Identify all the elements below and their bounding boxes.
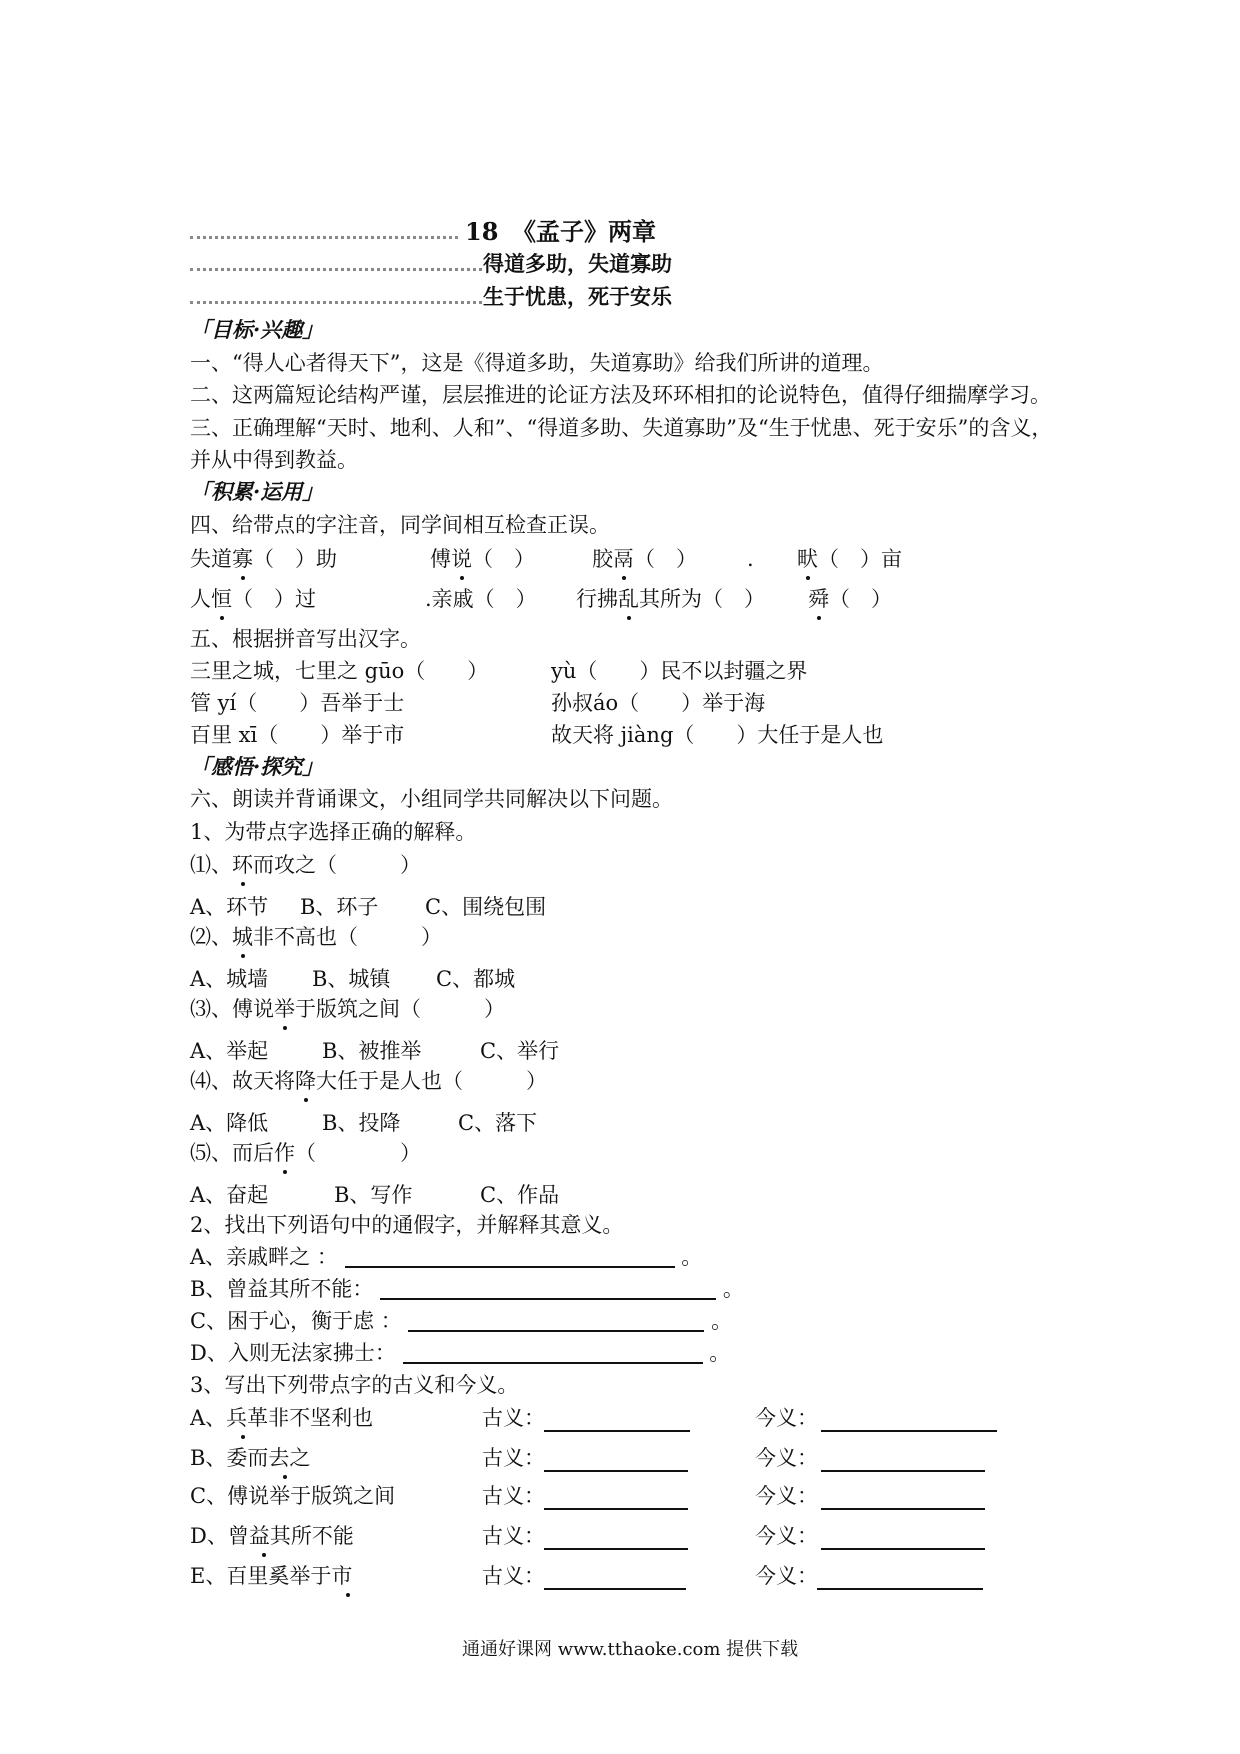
tongjia-row [190,1275,744,1303]
emphasis-dot [232,545,253,573]
choice-option-a: A、降低 [190,1111,269,1135]
jin-label: 今义： [755,1524,818,1548]
tongjia-prompt: B、曾益其所不能： [190,1277,374,1301]
choice-question: ⑴、环而攻之（ ） [190,853,421,877]
emphasis-dot [337,1562,358,1590]
gujin-phrase: B、委而去之 [190,1446,311,1470]
gu-answer-blank[interactable] [544,1566,686,1590]
answer-blank[interactable] [408,1308,704,1332]
jin-answer-blank[interactable] [821,1486,985,1510]
choice-option-c: C、作品 [480,1183,560,1207]
gu-label: 古义： [482,1484,545,1508]
jin-answer-blank[interactable] [821,1526,985,1550]
subtitle-dot-leader [190,262,482,271]
emphasis-dot [274,1139,295,1167]
page-title: 《孟子》两章 [512,217,656,246]
jin-label: 今义： [755,1564,818,1588]
choice-option-b: B、写作 [334,1183,413,1207]
emphasis-dot [613,545,634,573]
choice-option-c: C、举行 [480,1039,560,1063]
emphasis-dot [797,545,818,573]
pinyin-item: 行拂乱其所为（ ） [576,587,765,611]
choice-option-b: B、投降 [322,1111,401,1135]
choice-option-b: B、城镇 [312,967,391,991]
subtitle-1: 得道多助，失道寡助 [483,251,672,276]
hanzi-item: 孙叔áo（ ）举于海 [551,691,766,715]
question-5-title: 五、根据拼音写出汉字。 [190,627,421,651]
gu-answer-blank[interactable] [544,1448,688,1472]
tongjia-row [190,1243,702,1271]
emphasis-dot [808,585,829,613]
tongjia-prompt: C、困于心，衡于虑 ： [190,1309,402,1333]
period: 。 [681,1245,703,1269]
question-4-title: 四、给带点的字注音，同学间相互检查正误。 [190,513,610,537]
gu-label: 古义： [482,1524,545,1548]
choice-question: ⑶、傅说举于版筑之间（ ） [190,997,505,1021]
answer-blank[interactable] [345,1244,675,1268]
goal-3: 三、正确理解“天时、地利、人和”、“得道多助、失道寡助”及“生于忧患、死于安乐”的含义， [190,416,1053,440]
goal-2: 二、这两篇短论结构严谨，层层推进的论证方法及环环相扣的论说特色，值得仔细揣摩学习。 [190,383,1051,407]
pinyin-item: 傅说（ ） [430,547,535,571]
choice-option-b: B、被推举 [322,1039,422,1063]
subquestion-2-title: 2、找出下列语句中的通假字，并解释其意义。 [190,1213,624,1237]
choice-option-a: A、环节 [190,895,269,919]
tongjia-row [190,1339,730,1367]
emphasis-dot [232,851,253,879]
choice-option-b: B、环子 [300,895,379,919]
subquestion-3-title: 3、写出下列带点字的古义和今义。 [190,1373,519,1397]
section-heading-accumulate: 「积累·运用」 [190,479,324,504]
hanzi-item: 三里之城，七里之 gūo（ ） [190,659,489,683]
choice-option-a: A、城墙 [190,967,269,991]
tongjia-prompt: A、亲戚畔之 ： [190,1245,338,1269]
emphasis-dot [451,545,472,573]
emphasis-dot [211,585,232,613]
emphasis-dot [618,585,639,613]
pinyin-item: 失道寡（ ）助 [190,547,337,571]
footer-text: 通通好课网 www.tthaoke.com 提供下载 [462,1639,799,1660]
pinyin-item: 胶鬲（ ） [592,547,697,571]
gujin-phrase: E、百里奚举于市 [190,1564,353,1588]
subtitle-2: 生于忧患，死于安乐 [483,284,672,309]
subquestion-1-title: 1、为带点字选择正确的解释。 [190,820,477,844]
gujin-phrase: D、曾益其所不能 [190,1524,354,1548]
period: 。 [722,1277,744,1301]
stray-mark: . [747,547,754,571]
tongjia-prompt: D、入则无法家拂士： [190,1341,396,1365]
gujin-phrase: C、傅说举于版筑之间 [190,1484,396,1508]
emphasis-dot [232,1404,253,1432]
jin-label: 今义： [755,1446,818,1470]
question-6-title: 六、朗读并背诵课文，小组同学共同解决以下问题。 [190,787,673,811]
gu-answer-blank[interactable] [544,1486,688,1510]
emphasis-dot [274,995,295,1023]
section-heading-goals: 「目标·兴趣」 [190,317,324,342]
choice-option-c: C、落下 [458,1111,538,1135]
choice-question: ⑵、城非不高也（ ） [190,925,442,949]
answer-blank[interactable] [403,1340,703,1364]
hanzi-item: 管 yí（ ）吾举于士 [190,691,405,715]
goal-3-cont: 并从中得到教益。 [190,448,358,472]
tongjia-row [190,1307,732,1335]
gujin-phrase: A、兵革非不坚利也 [190,1406,374,1430]
jin-label: 今义： [755,1406,818,1430]
jin-answer-blank[interactable] [821,1408,997,1432]
subtitle-dot-leader [190,295,482,304]
title-dot-leader [190,230,458,239]
hanzi-item: 百里 xī（ ）举于市 [190,723,405,747]
emphasis-dot [232,923,253,951]
period: 。 [709,1341,731,1365]
choice-option-a: A、举起 [190,1039,269,1063]
jin-label: 今义： [755,1484,818,1508]
gu-answer-blank[interactable] [544,1526,688,1550]
choice-question: ⑸、而后作（ ） [190,1141,421,1165]
hanzi-item: yù（ ）民不以封疆之界 [551,659,808,683]
hanzi-item: 故天将 jiàng（ ）大任于是人也 [551,723,884,747]
pinyin-item: 人恒（ ）过 [190,587,316,611]
goal-1: 一、“得人心者得天下”，这是《得道多助，失道寡助》给我们所讲的道理。 [190,351,884,375]
gu-answer-blank[interactable] [544,1408,690,1432]
section-heading-explore: 「感悟·探究」 [190,754,324,779]
choice-option-c: C、围绕包围 [425,895,547,919]
emphasis-dot [295,1067,316,1095]
period: 。 [711,1309,733,1333]
lesson-number: 18 [465,217,499,246]
gu-label: 古义： [482,1446,545,1470]
emphasis-dot [274,1444,295,1472]
choice-option-c: C、都城 [436,967,516,991]
choice-question: ⑷、故天将降大任于是人也（ ） [190,1069,547,1093]
gu-label: 古义： [482,1406,545,1430]
jin-answer-blank[interactable] [817,1566,983,1590]
pinyin-item: 畎（ ）亩 [797,547,902,571]
choice-option-a: A、奋起 [190,1183,269,1207]
emphasis-dot [253,1522,274,1550]
pinyin-item: 舜（ ） [808,587,892,611]
answer-blank[interactable] [380,1276,716,1300]
gu-label: 古义： [482,1564,545,1588]
jin-answer-blank[interactable] [821,1448,985,1472]
pinyin-item: .亲戚（ ） [425,587,537,611]
